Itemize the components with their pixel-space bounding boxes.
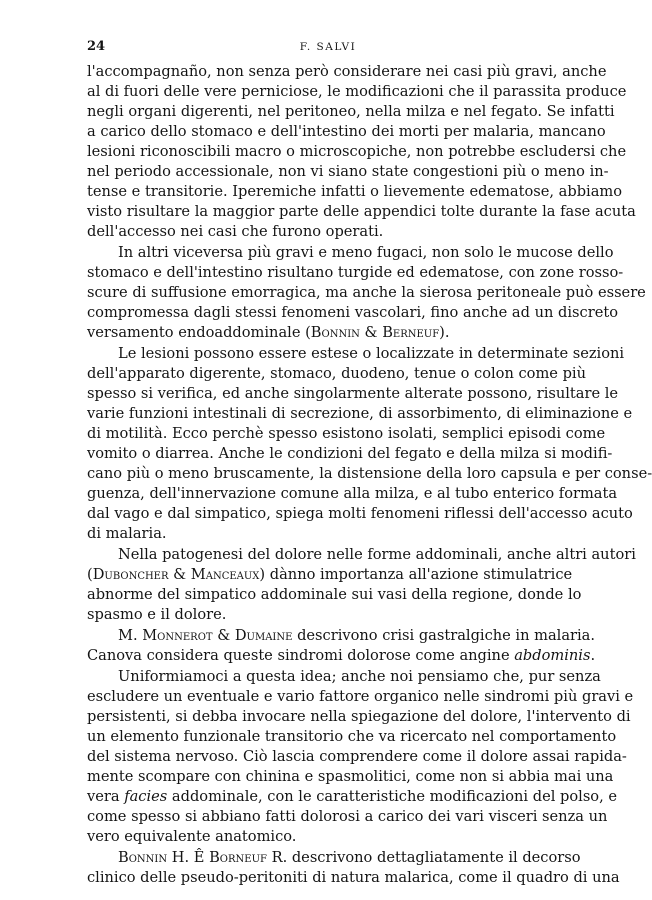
text-line: negli organi digerenti, nel peritoneo, nella milza e nel fegato. Se infatti xyxy=(87,103,615,120)
text-line: un elemento funzionale transitorio che va ricercato nel comportamento xyxy=(87,728,617,745)
emphasis: facies xyxy=(124,788,168,805)
text-segment: ) dànno importanza all'azione stimulatrice xyxy=(259,566,573,583)
text-line: clinico delle pseudo-peritoniti di natura malarica, come il quadro di una xyxy=(87,869,620,886)
text-segment: versamento endoaddominale ( xyxy=(87,324,311,341)
text-segment: descrivono crisi gastralgiche in malaria. xyxy=(292,627,596,644)
text-line: dal vago e dal simpatico, spiega molti fenomeni riflessi dell'accesso acuto xyxy=(87,505,633,522)
text-segment: ). xyxy=(439,324,450,341)
text-line xyxy=(87,646,596,666)
text-line: escludere un eventuale e vario fattore organico nelle sindromi più gravi e xyxy=(87,688,634,705)
text-line: dell'apparato digerente, stomaco, duodeno, tenue o colon come più xyxy=(87,365,586,382)
text-line: compromessa dagli stessi fenomeni vascolari, fino anche ad un discreto xyxy=(87,304,618,321)
text-line: nel periodo accessionale, non vi siano state congestioni più o meno in- xyxy=(87,163,609,180)
text-line: Le lesioni possono essere estese o localizzate in determinate sezioni xyxy=(118,345,625,362)
text-segment: M. xyxy=(118,627,143,644)
author-names: Bonnin & Berneuf xyxy=(310,324,440,341)
text-line: tense e transitorie. Iperemiche infatti o lievemente edematose, abbiamo xyxy=(87,183,623,200)
text-line: Nella patogenesi del dolore nelle forme addominali, anche altri autori xyxy=(118,546,636,563)
author-names: Duboncher & Manceaux xyxy=(92,566,260,583)
text-line: dell'accesso nei casi che furono operati. xyxy=(87,223,384,240)
text-segment: vera xyxy=(87,788,125,805)
text-line: guenza, dell'innervazione comune alla milza, e al tubo enterico formata xyxy=(87,485,618,502)
text-line: di motilità. Ecco perchè spesso esistono isolati, semplici episodi come xyxy=(87,425,606,442)
text-segment: . xyxy=(590,647,596,664)
text-line: lesioni riconoscibili macro o microscopiche, non potrebbe escludersi che xyxy=(87,143,627,160)
text-line: visto risultare la maggior parte delle appendici tolte durante la fase acuta xyxy=(87,203,636,220)
author-name: Borneuf xyxy=(209,849,267,866)
text-line: abnorme del simpatico addominale sui vasi della regione, donde lo xyxy=(87,586,582,603)
text-line: del sistema nervoso. Ciò lascia comprendere come il dolore assai rapida- xyxy=(87,748,627,765)
text-line: di malaria. xyxy=(87,525,167,542)
running-head: F. SALVI xyxy=(299,41,357,53)
author-names: Monnerot & Dumaine xyxy=(142,627,293,644)
text-line: mente scompare con chinina e spasmolitici, come non si abbia mai una xyxy=(87,768,614,785)
text-line xyxy=(118,848,581,868)
text-line: spasmo e il dolore. xyxy=(87,606,227,623)
text-line: cano più o meno bruscamente, la distensione della loro capsula e per conse- xyxy=(87,465,652,482)
text-segment: addominale, con le caratteristiche modificazioni del polso, e xyxy=(167,788,618,805)
text-line: stomaco e dell'intestino risultano turgide ed edematose, con zone rosso- xyxy=(87,264,624,281)
page-header xyxy=(87,39,569,59)
text-line: Uniformiamoci a questa idea; anche noi pensiamo che, pur senza xyxy=(118,668,601,685)
emphasis: abdominis xyxy=(514,647,591,664)
text-segment: Canova considera queste sindromi dolorose come angine xyxy=(87,647,515,664)
text-line xyxy=(118,626,596,646)
author-name: Bonnin xyxy=(118,849,168,866)
text-line: al di fuori delle vere perniciose, le modificazioni che il parassita produce xyxy=(87,83,627,100)
text-line: spesso si verifica, ed anche singolarmente alterate possono, risultare le xyxy=(87,385,619,402)
text-line: a carico dello stomaco e dell'intestino dei morti per malaria, mancano xyxy=(87,123,606,140)
text-line: In altri viceversa più gravi e meno fugaci, non solo le mucose dello xyxy=(118,244,614,261)
text-line: varie funzioni intestinali di secrezione, di assorbimento, di eliminazione e xyxy=(87,405,633,422)
text-segment: R. descrivono dettagliatamente il decorso xyxy=(266,849,581,866)
text-line: vomito o diarrea. Anche le condizioni del fegato e della milza si modifi- xyxy=(87,445,613,462)
text-line: come spesso si abbiano fatti dolorosi a carico dei vari visceri senza un xyxy=(87,808,608,825)
text-line xyxy=(87,323,569,343)
text-line: l'accompagnaño, non senza però considerare nei casi più gravi, anche xyxy=(87,63,607,80)
text-line: scure di suffusione emorragica, ma anche la sierosa peritoneale può essere xyxy=(87,284,646,301)
text-line: vero equivalente anatomico. xyxy=(87,828,297,845)
text-segment: ( xyxy=(87,566,93,583)
text-line: persistenti, si debba invocare nella spiegazione del dolore, l'intervento di xyxy=(87,708,631,725)
text-line xyxy=(87,565,573,585)
text-segment: H. Ê xyxy=(167,849,210,866)
page-number: 24 xyxy=(87,39,106,54)
text-line xyxy=(87,787,618,807)
